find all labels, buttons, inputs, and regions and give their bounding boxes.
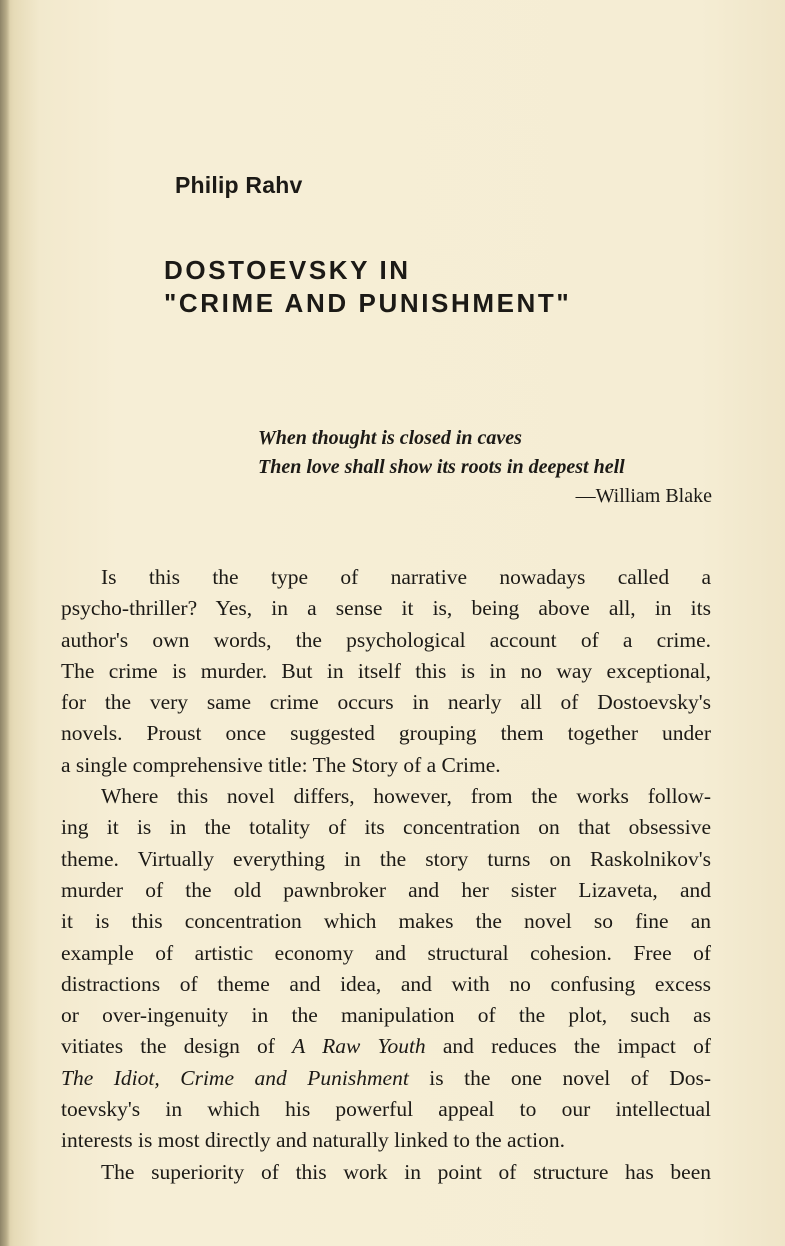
paragraph-1-line: a single comprehensive title: The Story of a Crime. [61,752,501,777]
essay-title-line-2: "CRIME AND PUNISHMENT" [164,288,572,318]
book-titles-the-idiot-crime-and-punishment: The Idiot, Crime and Punishment [61,1065,409,1090]
epigraph [258,424,712,511]
paragraph-2-line: theme. Virtually everything in the story turns on Raskolnikov's [61,846,711,871]
paragraph-1-line: for the very same crime occurs in nearly all of Dostoevsky's [61,690,711,715]
essay-title [164,254,571,320]
author-name: Philip Rahv [175,172,303,198]
paragraph-2-line [61,1063,711,1094]
paragraph-1-line: novels. Proust once suggested grouping them together under [61,721,711,746]
paragraph-2-line [61,1031,711,1062]
text-run: is the one novel of Dos- [408,1065,711,1090]
paragraph-2-line: distractions of theme and idea, and with no confusing excess [61,971,711,996]
paragraph-2-line: it is this concentration which makes the novel so fine an [61,909,711,934]
paragraph-1-line: author's own words, the psychological account of a crime. [61,627,711,652]
text-run: vitiates the design of [61,1034,293,1059]
body-text [61,562,711,1188]
paragraph-2-line: murder of the old pawnbroker and her sister Lizaveta, and [61,877,711,902]
paragraph-3-line: The superiority of this work in point of structure has been [101,1159,711,1184]
book-title-a-raw-youth: A Raw Youth [292,1034,426,1059]
paragraph-2-line: toevsky's in which his powerful appeal to our intellectual [61,1097,711,1122]
paragraph-2-line: Where this novel differs, however, from the works follow- [101,784,711,809]
epigraph-attribution: —William Blake [575,485,712,507]
epigraph-line-2: Then love shall show its roots in deepest hell [258,456,625,478]
paragraph-2-line: or over-ingenuity in the manipulation of the plot, such as [61,1003,711,1028]
paragraph-1-line: psycho-thriller? Yes, in a sense it is, being above all, in its [61,596,711,621]
paragraph-1-line: Is this the type of narrative nowadays called a [101,565,711,589]
paragraph-1-line: The crime is murder. But in itself this is in no way exceptional, [61,658,711,683]
paragraph-2-line: example of artistic economy and structural cohesion. Free of [61,940,711,965]
paragraph-2-line: interests is most directly and naturally linked to the action. [61,1128,565,1153]
epigraph-line-1: When thought is closed in caves [258,427,522,449]
paragraph-2-line: ing it is in the totality of its concentration on that obsessive [61,815,711,840]
essay-title-line-1: DOSTOEVSKY IN [164,255,411,285]
page-gutter-shadow [0,0,10,1246]
text-run: and reduces the impact of [425,1034,711,1059]
